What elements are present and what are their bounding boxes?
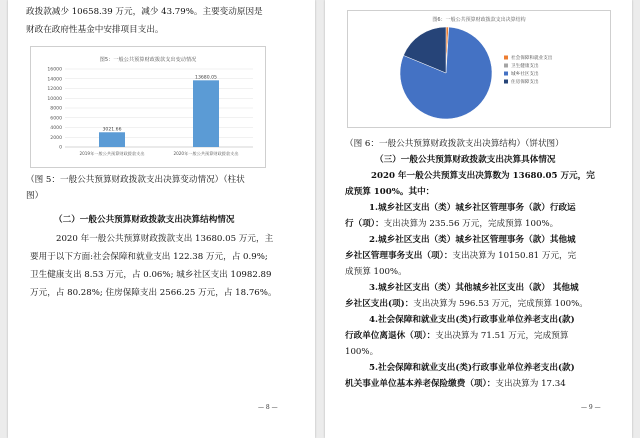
bar xyxy=(99,132,125,147)
data-label: 3021.66 xyxy=(102,127,122,133)
item-4-title: 4.社会保障和就业支出(类)行政事业单位养老支出(款) xyxy=(369,315,575,325)
figure-caption: （图 6：一般公共预算财政拨款支出决算结构）（饼状图） xyxy=(345,139,564,149)
legend-swatch xyxy=(504,56,508,60)
item-5-detail: 机关事业单位基本养老保险缴费（项）：支出决算为 17.34 xyxy=(345,379,566,389)
section-heading: （三）一般公共预算财政拨款支出决算具体情况 xyxy=(375,155,556,165)
y-tick-label: 6000 xyxy=(50,116,62,122)
bar-chart-svg xyxy=(31,47,265,167)
item-2-detail-cont: 成预算 100%。 xyxy=(345,267,407,277)
y-tick-label: 8000 xyxy=(50,106,62,112)
document-page-left xyxy=(8,0,315,438)
intro-line: 2020 年一般公共预算支出决算数为 13680.05 万元，完 xyxy=(371,171,595,181)
legend-label: 卫生健康支出 xyxy=(511,64,539,69)
chart-title: 图6：一般公共预算财政拨款支出决算结构 xyxy=(432,17,526,23)
section-heading: （二）一般公共预算财政拨款支出决算结构情况 xyxy=(54,215,235,225)
bar xyxy=(193,80,219,147)
item-4-detail: 行政单位离退休（项）：支出决算为 71.51 万元，完成预算 xyxy=(345,331,569,341)
item-2-title: 2.城乡社区支出（类）城乡社区管理事务（款）其他城 xyxy=(369,235,576,245)
body-line: 万元，占 80.28%; 住房保障支出 2566.25 万元，占 18.76%。 xyxy=(30,288,277,298)
y-tick-label: 12000 xyxy=(47,87,62,93)
item-1-title: 1.城乡社区支出（类）城乡社区管理事务（款）行政运 xyxy=(369,203,576,213)
y-tick-label: 10000 xyxy=(47,96,62,102)
chart-title: 图5：一般公共预算财政拨款支出变动情况 xyxy=(99,57,197,63)
y-tick-label: 4000 xyxy=(50,126,62,132)
body-line: 2020 年一般公共预算财政拨款支出 13680.05 万元，主 xyxy=(56,234,274,244)
page-number: — 8 — xyxy=(258,404,278,411)
item-3-detail: 乡社区支出(项)：支出决算为 596.53 万元，完成预算 100%。 xyxy=(345,299,588,309)
y-tick-label: 2000 xyxy=(50,135,62,141)
legend-swatch xyxy=(504,80,508,84)
item-4-detail-cont: 100%。 xyxy=(345,347,379,357)
legend-label: 城乡社区支出 xyxy=(511,72,539,77)
x-tick-label: 2019年一般公共预算财政拨款支出 xyxy=(79,151,145,156)
item-1-detail: 行（项）：支出决算为 235.56 万元，完成预算 100%。 xyxy=(345,219,559,229)
document-page-right xyxy=(325,0,632,438)
y-tick-label: 0 xyxy=(59,145,62,151)
y-tick-label: 14000 xyxy=(47,77,62,83)
pie-chart-svg xyxy=(348,11,610,127)
body-line: 财政在政府性基金中安排项目支出。 xyxy=(26,25,164,35)
intro-line: 成预算 100%。其中： xyxy=(345,187,435,197)
item-2-detail: 乡社区管理事务支出（项）：支出决算为 10150.81 万元，完 xyxy=(345,251,577,261)
item-5-title: 5.社会保障和就业支出(类)行政事业单位养老支出(款) xyxy=(369,363,575,373)
legend-label: 住房保障支出 xyxy=(511,80,539,85)
page-number: — 9 — xyxy=(581,404,601,411)
legend-label: 社会保障和就业支出 xyxy=(511,56,553,61)
body-line: 要用于以下方面:社会保障和就业支出 122.38 万元，占 0.9%; xyxy=(30,252,268,262)
figure-caption-cont: 图） xyxy=(26,191,44,201)
body-line: 政拨款减少 10658.39 万元，减少 43.79%。主要变动原因是 xyxy=(26,7,263,17)
body-line: 卫生健康支出 8.53 万元，占 0.06%; 城乡社区支出 10982.89 xyxy=(30,270,272,280)
x-tick-label: 2020年一般公共预算财政拨款支出 xyxy=(173,151,239,156)
figure-caption: （图 5：一般公共预算财政拨款支出决算变动情况）（柱状 xyxy=(26,175,245,185)
pie-chart xyxy=(347,10,611,128)
y-tick-label: 16000 xyxy=(47,67,62,73)
data-label: 13680.05 xyxy=(195,75,217,81)
legend-swatch xyxy=(504,64,508,68)
legend-swatch xyxy=(504,72,508,76)
item-3-title: 3.城乡社区支出（类）其他城乡社区支出（款） 其他城 xyxy=(369,283,579,293)
bar-chart xyxy=(30,46,266,168)
